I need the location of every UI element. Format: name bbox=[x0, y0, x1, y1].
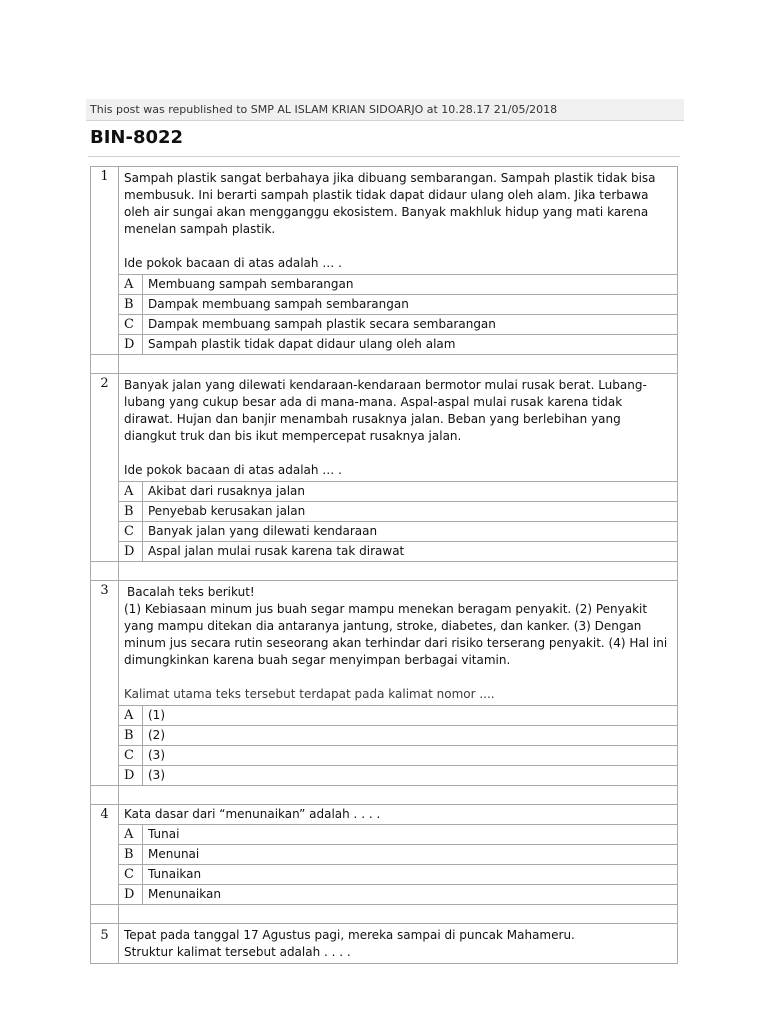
question-prompt: Kata dasar dari “menunaikan” adalah . . . . bbox=[124, 807, 381, 821]
option-row[interactable] bbox=[91, 295, 678, 315]
option-row[interactable] bbox=[91, 865, 678, 885]
option-text[interactable]: (2) bbox=[143, 726, 678, 746]
question-text bbox=[119, 167, 678, 275]
option-text[interactable]: Dampak membuang sampah sembarangan bbox=[143, 295, 678, 315]
document-title: BIN-8022 bbox=[90, 127, 184, 148]
option-row[interactable] bbox=[91, 335, 678, 355]
option-row[interactable] bbox=[91, 825, 678, 845]
option-letter: C bbox=[119, 865, 143, 885]
option-row[interactable] bbox=[91, 275, 678, 295]
question-1-row bbox=[91, 167, 678, 275]
question-prompt: Kalimat utama teks tersebut terdapat pada kalimat nomor .... bbox=[124, 687, 495, 701]
option-row[interactable] bbox=[91, 315, 678, 335]
option-letter: B bbox=[119, 845, 143, 865]
option-letter: A bbox=[119, 825, 143, 845]
question-5-row bbox=[91, 924, 678, 964]
option-letter: C bbox=[119, 746, 143, 766]
option-text[interactable]: (1) bbox=[143, 706, 678, 726]
question-4-row bbox=[91, 805, 678, 825]
option-text[interactable]: Tunai bbox=[143, 825, 678, 845]
question-text bbox=[119, 924, 678, 964]
question-number: 2 bbox=[91, 374, 119, 562]
spacer-row bbox=[91, 355, 678, 374]
option-text[interactable]: Membuang sampah sembarangan bbox=[143, 275, 678, 295]
option-row[interactable] bbox=[91, 726, 678, 746]
option-row[interactable] bbox=[91, 766, 678, 786]
question-stem: Banyak jalan yang dilewati kendaraan-kendaraan bermotor mulai rusak berat. Lubang-lubang yang cukup besar ada di mana-mana. Aspal-aspal mulai rusak karena tidak dirawat. Hujan dan banjir menambah rusaknya jalan. Beban yang berlebihan yang diangkut truk dan bis ikut mempercepat rusaknya jalan. bbox=[124, 378, 647, 443]
option-row[interactable] bbox=[91, 885, 678, 905]
option-text[interactable]: Sampah plastik tidak dapat didaur ulang oleh alam bbox=[143, 335, 678, 355]
republish-banner: This post was republished to SMP AL ISLAM KRIAN SIDOARJO at 10.28.17 21/05/2018 bbox=[86, 99, 684, 121]
option-row[interactable] bbox=[91, 482, 678, 502]
question-stem: Sampah plastik sangat berbahaya jika dibuang sembarangan. Sampah plastik tidak bisa membusuk. Ini berarti sampah plastik tidak dapat didaur ulang oleh alam. Jika terbawa oleh air sungai akan mengganggu ekosistem. Banyak makhluk hidup yang mati karena menelan sampah plastik. bbox=[124, 171, 656, 236]
option-row[interactable] bbox=[91, 502, 678, 522]
option-letter: A bbox=[119, 275, 143, 295]
option-letter: D bbox=[119, 885, 143, 905]
option-letter: D bbox=[119, 542, 143, 562]
quiz-table bbox=[90, 166, 678, 964]
option-row[interactable] bbox=[91, 522, 678, 542]
option-letter: A bbox=[119, 482, 143, 502]
question-stem: (1) Kebiasaan minum jus buah segar mampu menekan beragam penyakit. (2) Penyakit yang mampu ditekan dia antaranya jantung, stroke, diabetes, dan kanker. (3) Dengan minum jus secara rutin seseorang akan terhindar dari risiko terserang penyakit. (4) Hal ini dimungkinkan karena buah segar menyimpan berbagai vitamin. bbox=[124, 602, 668, 667]
option-text[interactable]: Dampak membuang sampah plastik secara sembarangan bbox=[143, 315, 678, 335]
option-row[interactable] bbox=[91, 542, 678, 562]
question-number: 5 bbox=[91, 924, 119, 964]
option-row[interactable] bbox=[91, 706, 678, 726]
option-letter: A bbox=[119, 706, 143, 726]
option-row[interactable] bbox=[91, 845, 678, 865]
option-letter: D bbox=[119, 766, 143, 786]
option-text[interactable]: Menunai bbox=[143, 845, 678, 865]
question-number: 4 bbox=[91, 805, 119, 905]
question-number: 1 bbox=[91, 167, 119, 355]
question-stem: Tepat pada tanggal 17 Agustus pagi, mereka sampai di puncak Mahameru. bbox=[124, 928, 575, 942]
option-text[interactable]: (3) bbox=[143, 766, 678, 786]
question-prompt: Ide pokok bacaan di atas adalah … . bbox=[124, 256, 342, 270]
option-text[interactable]: Tunaikan bbox=[143, 865, 678, 885]
question-prompt: Struktur kalimat tersebut adalah . . . . bbox=[124, 945, 351, 959]
question-2-row bbox=[91, 374, 678, 482]
option-text[interactable]: Akibat dari rusaknya jalan bbox=[143, 482, 678, 502]
option-text[interactable]: Penyebab kerusakan jalan bbox=[143, 502, 678, 522]
option-row[interactable] bbox=[91, 746, 678, 766]
question-text bbox=[119, 805, 678, 825]
option-text[interactable]: (3) bbox=[143, 746, 678, 766]
option-letter: D bbox=[119, 335, 143, 355]
question-text bbox=[119, 374, 678, 482]
question-number: 3 bbox=[91, 581, 119, 786]
spacer-row bbox=[91, 905, 678, 924]
question-text bbox=[119, 581, 678, 706]
option-letter: B bbox=[119, 502, 143, 522]
option-text[interactable]: Banyak jalan yang dilewati kendaraan bbox=[143, 522, 678, 542]
option-text[interactable]: Aspal jalan mulai rusak karena tak dirawat bbox=[143, 542, 678, 562]
spacer-row bbox=[91, 562, 678, 581]
option-letter: B bbox=[119, 726, 143, 746]
title-divider bbox=[88, 156, 680, 157]
option-letter: B bbox=[119, 295, 143, 315]
question-3-row bbox=[91, 581, 678, 706]
option-letter: C bbox=[119, 522, 143, 542]
option-letter: C bbox=[119, 315, 143, 335]
spacer-row bbox=[91, 786, 678, 805]
option-text[interactable]: Menunaikan bbox=[143, 885, 678, 905]
question-prompt: Ide pokok bacaan di atas adalah … . bbox=[124, 463, 342, 477]
question-intro: Bacalah teks berikut! bbox=[127, 585, 255, 599]
